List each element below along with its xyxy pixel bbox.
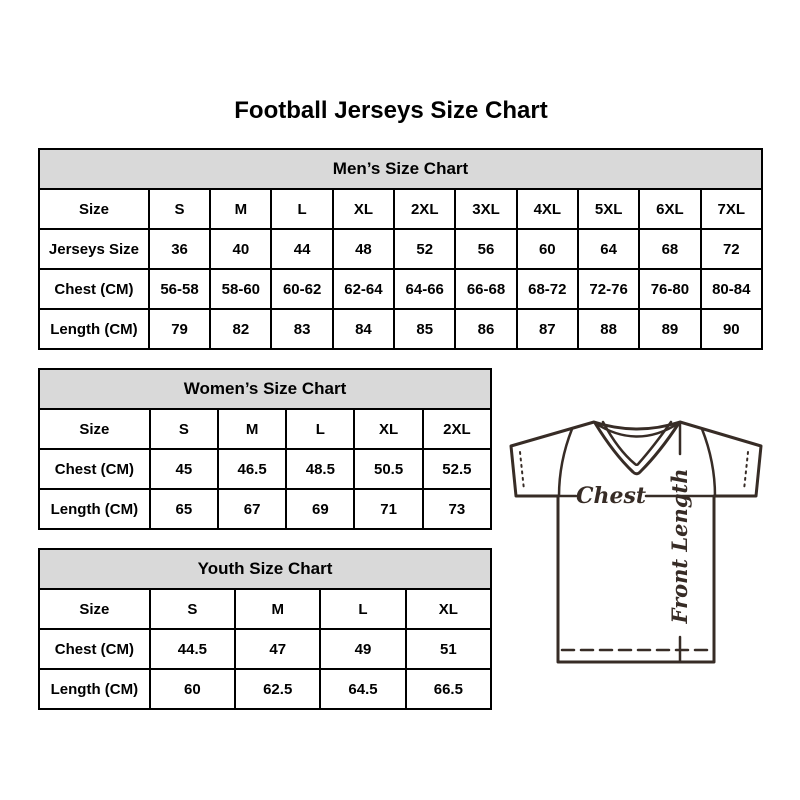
youth-row-2 (39, 669, 491, 709)
youth-cell: 64.5 (320, 669, 405, 709)
youth-cell: XL (406, 589, 491, 629)
youth-row-label: Chest (CM) (39, 629, 150, 669)
mens-cell: 58-60 (210, 269, 271, 309)
mens-cell: 87 (517, 309, 578, 349)
mens-row-label: Length (CM) (39, 309, 149, 349)
mens-row-3 (39, 309, 762, 349)
mens-cell: 64-66 (394, 269, 455, 309)
womens-cell: 65 (150, 489, 218, 529)
jersey-left-cuff-stitch-line (520, 452, 524, 490)
mens-cell: 36 (149, 229, 210, 269)
mens-cell: 40 (210, 229, 271, 269)
youth-cell: 60 (150, 669, 235, 709)
womens-row-label: Chest (CM) (39, 449, 150, 489)
mens-cell: 60 (517, 229, 578, 269)
page-title: Football Jerseys Size Chart (234, 97, 548, 124)
mens-cell: 85 (394, 309, 455, 349)
chest-label: Chest (575, 483, 647, 509)
youth-cell: 47 (235, 629, 320, 669)
womens-cell: 48.5 (286, 449, 354, 489)
youth-size-table (38, 548, 492, 710)
jersey-right-armhole-seam (702, 429, 715, 496)
mens-cell: 7XL (701, 189, 762, 229)
mens-cell: 52 (394, 229, 455, 269)
youth-cell: 62.5 (235, 669, 320, 709)
mens-cell: S (149, 189, 210, 229)
mens-row-label: Size (39, 189, 149, 229)
womens-cell: 67 (218, 489, 286, 529)
mens-cell: M (210, 189, 271, 229)
womens-cell: S (150, 409, 218, 449)
womens-row-2 (39, 489, 491, 529)
youth-row-0 (39, 589, 491, 629)
youth-row-1 (39, 629, 491, 669)
womens-cell: 50.5 (354, 449, 422, 489)
mens-cell: 4XL (517, 189, 578, 229)
womens-cell: 45 (150, 449, 218, 489)
youth-cell: 44.5 (150, 629, 235, 669)
mens-cell: 88 (578, 309, 639, 349)
womens-cell: M (218, 409, 286, 449)
jersey-outline (511, 422, 761, 662)
womens-cell: 69 (286, 489, 354, 529)
mens-cell: 84 (333, 309, 394, 349)
mens-cell: 76-80 (639, 269, 700, 309)
womens-cell: L (286, 409, 354, 449)
mens-cell: 66-68 (455, 269, 516, 309)
womens-cell: 71 (354, 489, 422, 529)
mens-cell: 5XL (578, 189, 639, 229)
womens-row-1 (39, 449, 491, 489)
youth-row-label: Length (CM) (39, 669, 150, 709)
front-length-label: Front Length (667, 468, 692, 624)
mens-cell: 72-76 (578, 269, 639, 309)
womens-cell: 46.5 (218, 449, 286, 489)
mens-cell: 86 (455, 309, 516, 349)
youth-cell: 66.5 (406, 669, 491, 709)
mens-cell: 62-64 (333, 269, 394, 309)
mens-cell: 82 (210, 309, 271, 349)
youth-title-row (39, 549, 491, 589)
mens-cell: 79 (149, 309, 210, 349)
mens-cell: 48 (333, 229, 394, 269)
youth-table-title: Youth Size Chart (39, 549, 491, 589)
mens-title-row (39, 149, 762, 189)
mens-cell: 83 (271, 309, 332, 349)
womens-cell: 73 (423, 489, 491, 529)
womens-table-title: Women’s Size Chart (39, 369, 491, 409)
jersey-right-cuff-stitch-line (744, 452, 748, 490)
youth-cell: M (235, 589, 320, 629)
womens-row-label: Length (CM) (39, 489, 150, 529)
mens-cell: 80-84 (701, 269, 762, 309)
mens-cell: 3XL (455, 189, 516, 229)
mens-row-2 (39, 269, 762, 309)
womens-title-row (39, 369, 491, 409)
womens-cell: XL (354, 409, 422, 449)
mens-cell: 60-62 (271, 269, 332, 309)
jersey-measurement-diagram (496, 410, 772, 668)
mens-cell: 56 (455, 229, 516, 269)
youth-row-label: Size (39, 589, 150, 629)
youth-cell: S (150, 589, 235, 629)
mens-cell: 72 (701, 229, 762, 269)
jersey-left-armhole-seam (559, 429, 572, 496)
mens-cell: 89 (639, 309, 700, 349)
womens-row-0 (39, 409, 491, 449)
mens-row-0 (39, 189, 762, 229)
mens-cell: 56-58 (149, 269, 210, 309)
mens-row-label: Jerseys Size (39, 229, 149, 269)
youth-cell: 51 (406, 629, 491, 669)
mens-cell: XL (333, 189, 394, 229)
youth-cell: 49 (320, 629, 405, 669)
mens-row-1 (39, 229, 762, 269)
mens-row-label: Chest (CM) (39, 269, 149, 309)
mens-cell: 90 (701, 309, 762, 349)
mens-cell: 2XL (394, 189, 455, 229)
mens-cell: 68 (639, 229, 700, 269)
womens-size-table (38, 368, 492, 530)
mens-cell: 68-72 (517, 269, 578, 309)
mens-table-title: Men’s Size Chart (39, 149, 762, 189)
youth-cell: L (320, 589, 405, 629)
mens-cell: 44 (271, 229, 332, 269)
womens-cell: 52.5 (423, 449, 491, 489)
mens-cell: 6XL (639, 189, 700, 229)
womens-row-label: Size (39, 409, 150, 449)
mens-cell: 64 (578, 229, 639, 269)
womens-cell: 2XL (423, 409, 491, 449)
mens-size-table (38, 148, 763, 350)
mens-cell: L (271, 189, 332, 229)
